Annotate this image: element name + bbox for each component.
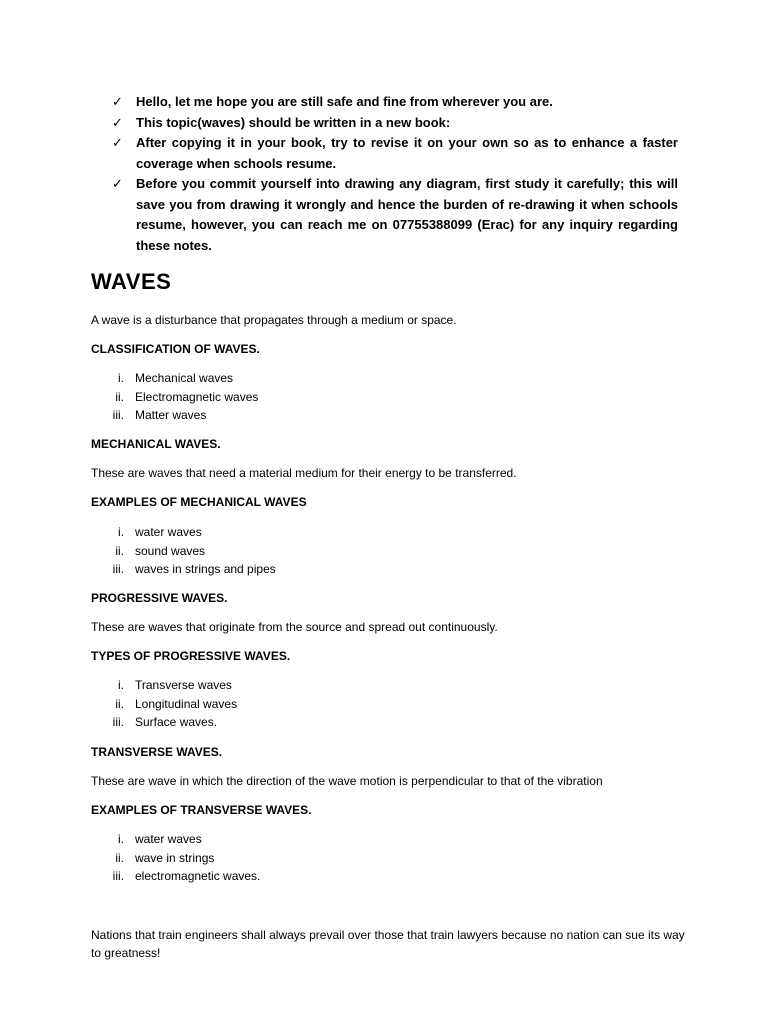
list-item bbox=[91, 830, 491, 849]
intro-checklist bbox=[112, 92, 678, 256]
checklist-item bbox=[112, 174, 678, 256]
list-item bbox=[91, 523, 491, 542]
list-item-number: ii. bbox=[115, 696, 124, 711]
list-item bbox=[91, 406, 491, 425]
list-item-number: i. bbox=[118, 371, 124, 385]
list-item bbox=[91, 867, 491, 886]
list-item bbox=[91, 388, 491, 407]
checklist-item bbox=[112, 113, 678, 134]
list-item-number: iii. bbox=[112, 562, 124, 576]
list-item-text: Transverse waves bbox=[135, 678, 232, 692]
list-item-number: iii. bbox=[112, 869, 124, 883]
list-item-text: water waves bbox=[135, 525, 202, 539]
list-item bbox=[91, 560, 491, 579]
list-item bbox=[91, 849, 491, 868]
list-item bbox=[91, 676, 491, 695]
list-item-number: ii. bbox=[115, 850, 124, 865]
checklist-item bbox=[112, 133, 678, 174]
progressive-definition: These are waves that originate from the source and spread out continuously. bbox=[91, 620, 498, 634]
transverse-examples-list bbox=[91, 830, 491, 886]
transverse-examples-heading: EXAMPLES OF TRANSVERSE WAVES. bbox=[91, 803, 312, 817]
list-item-text: Surface waves. bbox=[135, 715, 218, 729]
list-item bbox=[91, 542, 491, 561]
progressive-types-list bbox=[91, 676, 491, 732]
mechanical-examples-heading: EXAMPLES OF MECHANICAL WAVES bbox=[91, 495, 307, 509]
list-item-text: Electromagnetic waves bbox=[135, 389, 259, 404]
mechanical-definition: These are waves that need a material medium for their energy to be transferred. bbox=[91, 466, 517, 480]
check-icon: ✓ bbox=[112, 94, 123, 109]
list-item-number: i. bbox=[118, 525, 124, 539]
list-item-number: ii. bbox=[115, 543, 124, 558]
list-item-text: water waves bbox=[135, 832, 202, 846]
list-item-text: Longitudinal waves bbox=[135, 696, 238, 711]
list-item-text: waves in strings and pipes bbox=[135, 562, 276, 576]
list-item bbox=[91, 369, 491, 388]
mechanical-heading: MECHANICAL WAVES. bbox=[91, 437, 221, 451]
checklist-item-text: Before you commit yourself into drawing any diagram, first study it carefully; this will save you from drawing it wrongly and hence the burden of re-drawing it when schools resume, however, you can reach me on 07755388099 (Erac) for any inquiry regarding these notes. bbox=[136, 176, 678, 253]
list-item-text: electromagnetic waves. bbox=[135, 869, 261, 883]
checklist-item bbox=[112, 92, 678, 113]
list-item-number: iii. bbox=[112, 715, 124, 729]
progressive-heading: PROGRESSIVE WAVES. bbox=[91, 591, 228, 605]
checklist-item-text: This topic(waves) should be written in a new book: bbox=[136, 114, 451, 130]
list-item-number: iii. bbox=[112, 408, 124, 422]
list-item-text: Mechanical waves bbox=[135, 371, 234, 385]
checklist-item-text: After copying it in your book, try to revise it on your own so as to enhance a faster coverage when schools resume. bbox=[136, 135, 678, 171]
check-icon: ✓ bbox=[112, 176, 123, 191]
check-icon: ✓ bbox=[112, 135, 123, 150]
list-item-number: i. bbox=[118, 678, 124, 692]
list-item-number: i. bbox=[118, 832, 124, 846]
progressive-types-heading: TYPES OF PROGRESSIVE WAVES. bbox=[91, 649, 291, 663]
closing-quote: Nations that train engineers shall always prevail over those that train lawyers because no nation can sue its way to greatness! bbox=[91, 928, 685, 960]
classification-heading: CLASSIFICATION OF WAVES. bbox=[91, 342, 260, 356]
classification-list bbox=[91, 369, 491, 425]
list-item-text: wave in strings bbox=[135, 850, 215, 865]
check-icon: ✓ bbox=[112, 114, 123, 130]
list-item-text: Matter waves bbox=[135, 408, 207, 422]
transverse-heading: TRANSVERSE WAVES. bbox=[91, 745, 223, 759]
page-title: WAVES bbox=[91, 269, 172, 294]
list-item-number: ii. bbox=[115, 389, 124, 404]
list-item bbox=[91, 695, 491, 714]
transverse-definition: These are wave in which the direction of the wave motion is perpendicular to that of the vibration bbox=[91, 774, 603, 788]
mechanical-examples-list bbox=[91, 523, 491, 579]
list-item-text: sound waves bbox=[135, 543, 206, 558]
list-item bbox=[91, 713, 491, 732]
checklist-item-text: Hello, let me hope you are still safe and fine from wherever you are. bbox=[136, 94, 553, 109]
wave-definition: A wave is a disturbance that propagates through a medium or space. bbox=[91, 313, 457, 327]
